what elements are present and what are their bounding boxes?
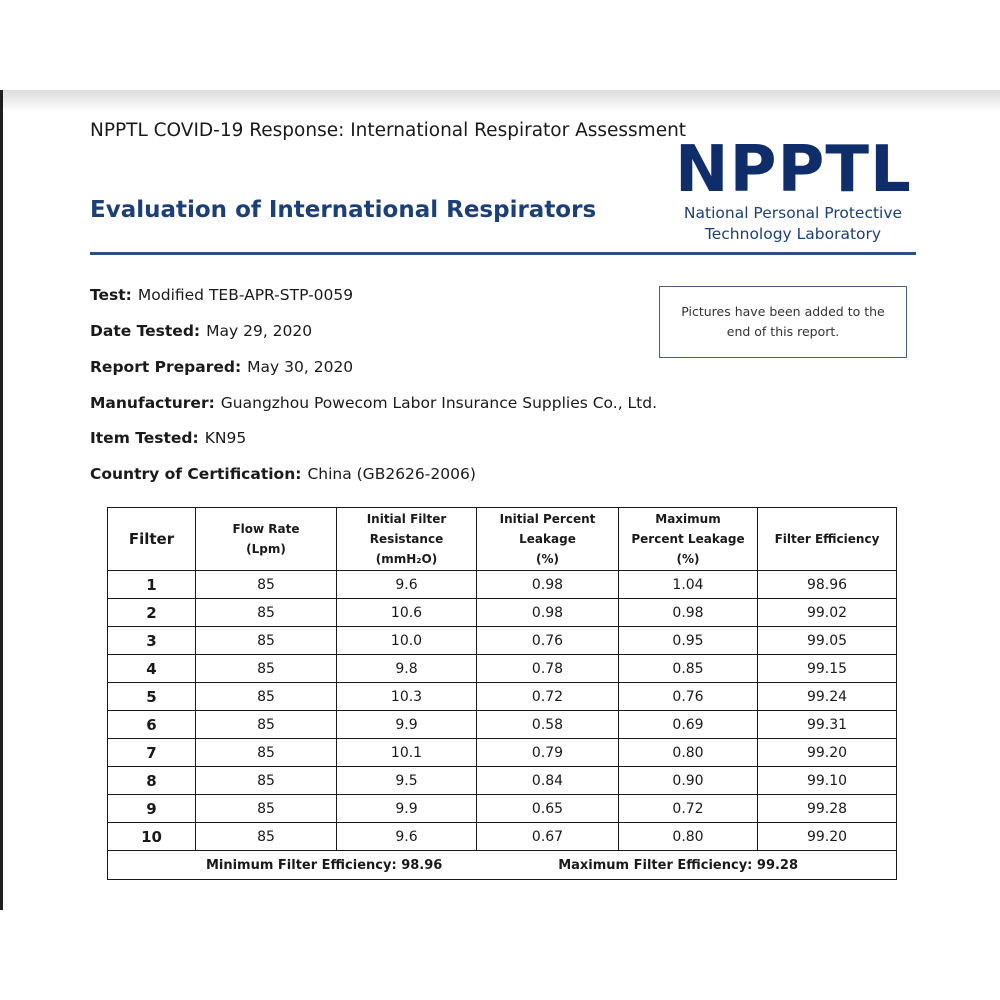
meta-value: May 29, 2020 [206,322,313,340]
table-cell: 85 [196,627,337,655]
table-cell: 99.15 [758,655,897,683]
table-cell: 99.20 [758,823,897,851]
table-cell: 85 [196,571,337,599]
meta-value: Modified TEB-APR-STP-0059 [137,286,354,304]
table-cell: 85 [196,739,337,767]
meta-test [90,286,353,304]
table-cell: 99.24 [758,683,897,711]
filter-number-cell: 10 [108,823,196,851]
table-cell: 0.85 [619,655,758,683]
table-cell: 85 [196,599,337,627]
column-header: Filter [108,508,196,571]
table-cell: 0.78 [477,655,619,683]
table-cell: 0.84 [477,767,619,795]
table-row [108,767,897,795]
meta-manufacturer [90,394,657,412]
meta-label: Report Prepared: [90,358,242,376]
table-cell: 0.98 [619,599,758,627]
meta-value: China (GB2626-2006) [307,465,476,483]
table-cell: 99.31 [758,711,897,739]
table-cell: 9.9 [337,795,477,823]
column-header: Filter Efficiency [758,508,897,571]
filter-number-cell: 7 [108,739,196,767]
summary-cell [108,851,897,880]
table-cell: 0.58 [477,711,619,739]
min-filter-efficiency: Minimum Filter Efficiency: 98.96 [205,857,443,873]
table-cell: 99.10 [758,767,897,795]
table-cell: 10.3 [337,683,477,711]
table-cell: 9.6 [337,823,477,851]
meta-country [90,465,476,483]
report-title: Evaluation of International Respirators [90,197,597,223]
filter-number-cell: 5 [108,683,196,711]
table-cell: 0.69 [619,711,758,739]
filter-number-cell: 9 [108,795,196,823]
table-row [108,711,897,739]
table-body [108,571,897,851]
table-cell: 0.98 [477,599,619,627]
table-cell: 0.76 [619,683,758,711]
page-left-edge [0,90,3,910]
table-cell: 9.5 [337,767,477,795]
table-row [108,739,897,767]
meta-label: Test: [90,286,132,304]
table-cell: 0.67 [477,823,619,851]
header-divider [90,252,916,255]
table-header-row [108,508,897,571]
table-cell: 10.0 [337,627,477,655]
column-header: Maximum Percent Leakage (%) [619,508,758,571]
table-cell: 0.80 [619,739,758,767]
meta-label: Item Tested: [90,429,199,447]
table-cell: 85 [196,655,337,683]
table-cell: 98.96 [758,571,897,599]
table-cell: 0.80 [619,823,758,851]
logo-acronym: NPPTL [675,133,912,207]
table-cell: 0.98 [477,571,619,599]
pictures-note: Pictures have been added to the end of this report. [659,286,907,358]
logo-subtitle-line2: Technology Laboratory [704,225,882,243]
table-row [108,627,897,655]
table-cell: 85 [196,683,337,711]
filter-number-cell: 3 [108,627,196,655]
page-top-shadow [0,90,1000,112]
table-row [108,823,897,851]
meta-value: Guangzhou Powecom Labor Insurance Supplies Co., Ltd. [220,394,658,412]
results-table [107,507,897,880]
table-cell: 0.65 [477,795,619,823]
table-cell: 0.95 [619,627,758,655]
table-cell: 0.90 [619,767,758,795]
table-cell: 85 [196,823,337,851]
table-cell: 0.72 [619,795,758,823]
meta-label: Date Tested: [90,322,201,340]
table-cell: 85 [196,711,337,739]
table-cell: 0.72 [477,683,619,711]
max-filter-efficiency: Maximum Filter Efficiency: 99.28 [558,857,799,873]
table-cell: 0.76 [477,627,619,655]
report-header-line: NPPTL COVID-19 Response: International Respirator Assessment [90,120,687,141]
table-cell: 9.8 [337,655,477,683]
filter-number-cell: 4 [108,655,196,683]
summary-row [108,851,897,880]
meta-date-tested [90,322,312,340]
table-row [108,571,897,599]
column-header: Initial Filter Resistance (mmH₂O) [337,508,477,571]
table-cell: 1.04 [619,571,758,599]
table-cell: 99.05 [758,627,897,655]
table-cell: 99.20 [758,739,897,767]
column-header: Flow Rate (Lpm) [196,508,337,571]
table-cell: 99.28 [758,795,897,823]
logo-subtitle-line1: National Personal Protective [683,204,903,222]
table-row [108,683,897,711]
meta-value: May 30, 2020 [247,358,354,376]
meta-value: KN95 [204,429,247,447]
table-row [108,655,897,683]
filter-number-cell: 2 [108,599,196,627]
table-cell: 10.1 [337,739,477,767]
table-cell: 85 [196,767,337,795]
filter-number-cell: 6 [108,711,196,739]
meta-report-prepared [90,358,353,376]
filter-number-cell: 1 [108,571,196,599]
filter-number-cell: 8 [108,767,196,795]
column-header: Initial Percent Leakage (%) [477,508,619,571]
meta-label: Country of Certification: [90,465,302,483]
logo-subtitle [668,203,918,245]
table-row [108,599,897,627]
table-cell: 85 [196,795,337,823]
table-cell: 9.6 [337,571,477,599]
table-cell: 10.6 [337,599,477,627]
table-cell: 0.79 [477,739,619,767]
meta-label: Manufacturer: [90,394,215,412]
meta-item-tested [90,429,246,447]
table-row [108,795,897,823]
table-cell: 99.02 [758,599,897,627]
table-cell: 9.9 [337,711,477,739]
